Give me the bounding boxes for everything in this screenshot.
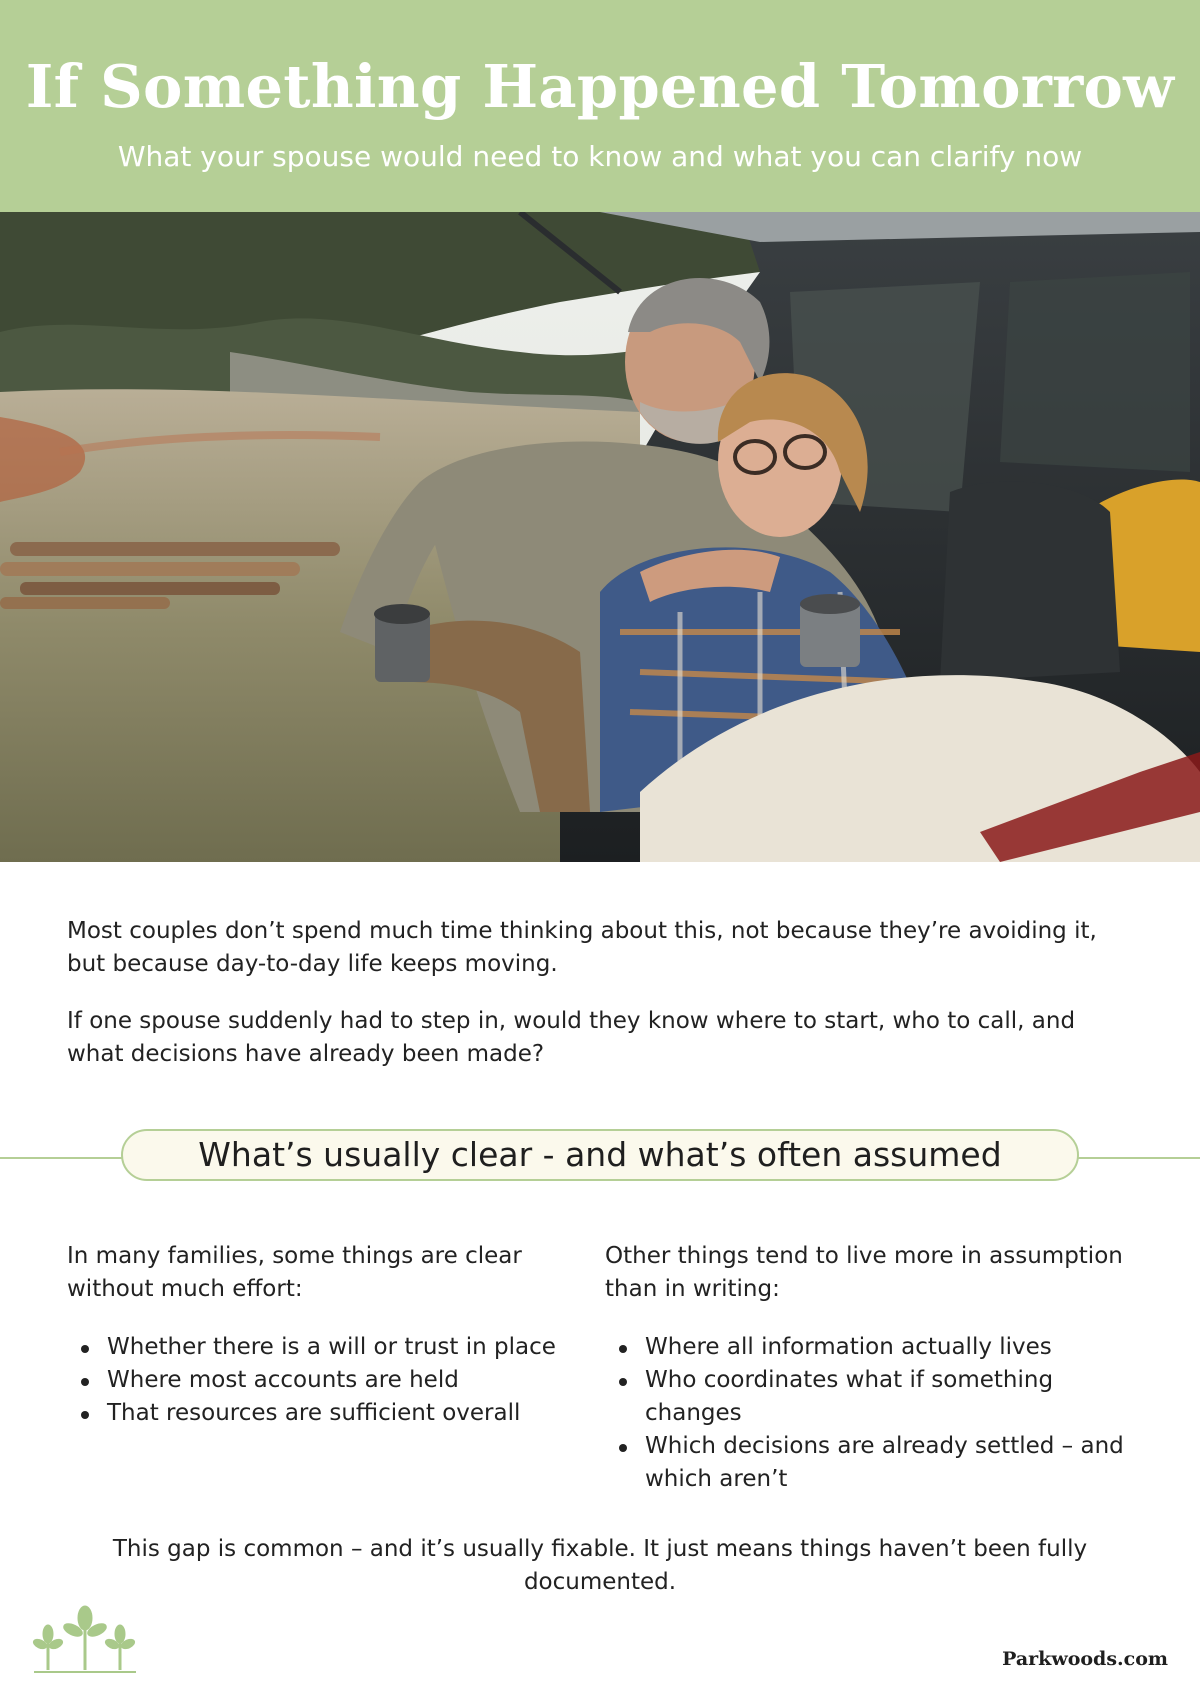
page-title: If Something Happened Tomorrow: [25, 52, 1175, 121]
list-item: Who coordinates what if something changes: [605, 1364, 1135, 1430]
couple-photo-illustration: [0, 212, 1200, 862]
left-column-list: [67, 1331, 567, 1430]
closing-statement: This gap is common – and it’s usually fixable. It just means things haven’t been fully documented.: [112, 1536, 1088, 1595]
right-column-lead: Other things tend to live more in assumption than in writing:: [605, 1243, 1123, 1302]
list-item: Which decisions are already settled – and which aren’t: [605, 1430, 1135, 1496]
page-subtitle: What your spouse would need to know and what you can clarify now: [117, 140, 1083, 173]
brand-name: Parkwoods.com: [1002, 1648, 1168, 1670]
right-column: [605, 1240, 1135, 1496]
list-item: That resources are sufficient overall: [67, 1397, 567, 1430]
intro-text: [67, 915, 1137, 1095]
intro-paragraph-1: Most couples don’t spend much time thinking about this, not because they’re avoiding it, but because day-to-day life keeps moving.: [67, 918, 1097, 977]
right-column-list: [605, 1331, 1135, 1496]
list-item: Whether there is a will or trust in place: [67, 1331, 567, 1364]
intro-paragraph-2: If one spouse suddenly had to step in, would they know where to start, who to call, and what decisions have already been made?: [67, 1008, 1076, 1067]
list-item: Where most accounts are held: [67, 1364, 567, 1397]
hero-photo: [0, 212, 1200, 862]
list-item: Where all information actually lives: [605, 1331, 1135, 1364]
header-banner: [0, 0, 1200, 212]
left-column: [67, 1240, 567, 1430]
left-column-lead: In many families, some things are clear without much effort:: [67, 1243, 522, 1302]
section-heading: What’s usually clear - and what’s often assumed: [121, 1129, 1079, 1181]
sprout-logo-icon: [30, 1600, 140, 1680]
